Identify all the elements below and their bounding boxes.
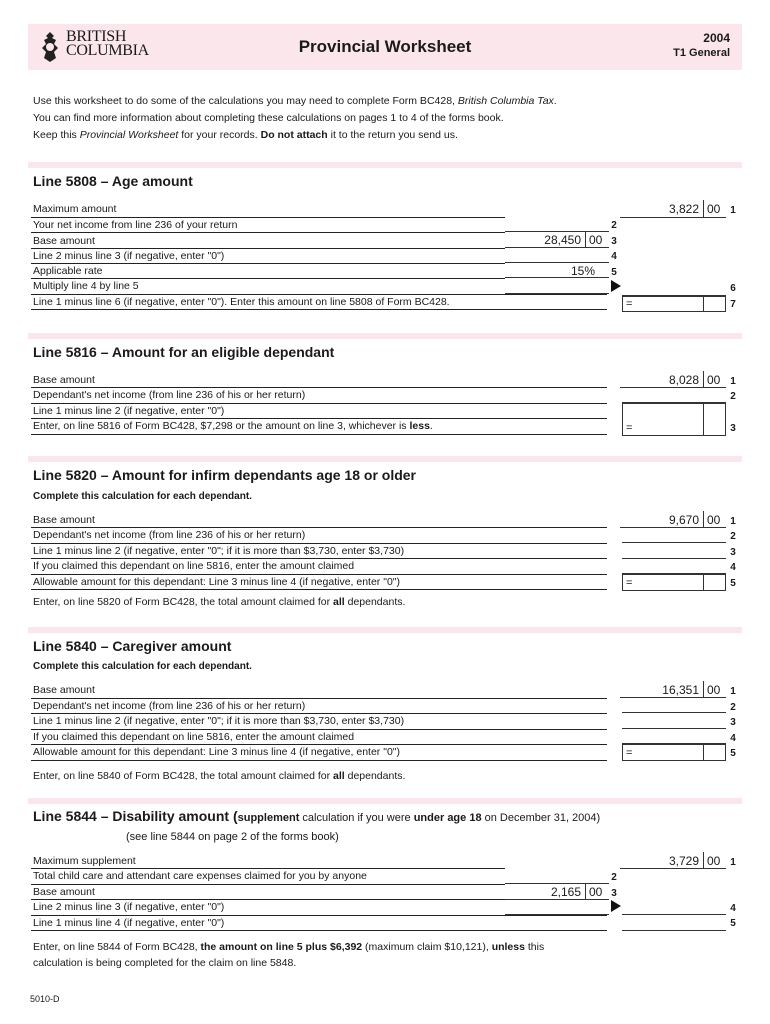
amount-field-5820-5[interactable] (622, 574, 726, 591)
heading-line-5840: Line 5840 – Caregiver amount (33, 638, 232, 654)
divider (31, 729, 607, 730)
divider (31, 527, 607, 528)
cents-divider (703, 681, 704, 698)
cents-divider (585, 884, 586, 900)
row-5820-2: Dependant's net income (from line 236 of his or her return) (33, 529, 306, 541)
line-number: 2 (611, 872, 617, 883)
amount-field-5844-5[interactable] (622, 915, 726, 931)
cents-5820-1: 00 (707, 513, 721, 527)
row-5816-4: Enter, on line 5816 of Form BC428, $7,298 or the amount on line 3, whichever is less. (33, 420, 433, 432)
cents-divider (703, 200, 704, 218)
amount-field-5808-6r[interactable] (622, 280, 726, 296)
divider (31, 294, 607, 295)
line-number: 4 (730, 562, 736, 573)
row-5820-5: Allowable amount for this dependant: Line 3 minus line 4 (if negative, enter "0") (33, 576, 401, 588)
row-5808-4: Line 2 minus line 3 (if negative, enter "0") (33, 250, 225, 262)
subheading-5840: Complete this calculation for each dependant. (33, 661, 252, 672)
line-number: 4 (611, 251, 617, 262)
row-5820-3: Line 1 minus line 2 (if negative, enter "0"; if it is more than $3,730, enter $3,730) (33, 545, 405, 557)
divider (31, 543, 607, 544)
divider (31, 574, 607, 575)
intro-line-1: Use this worksheet to do some of the calculations you may need to complete Form BC428, British Columbia Tax. (33, 95, 557, 107)
divider (31, 930, 607, 931)
arrow-right-icon (611, 900, 621, 912)
divider (31, 418, 607, 419)
divider (31, 915, 607, 916)
line-number: 7 (730, 299, 736, 310)
operator: = (626, 747, 633, 759)
amount-field-5840-4[interactable] (622, 729, 726, 744)
line-number: 1 (730, 686, 736, 697)
cents-5808-1: 00 (707, 202, 721, 216)
amount-field-5808-7[interactable] (622, 296, 726, 312)
amount-field-5820-2[interactable] (622, 528, 726, 543)
line-number: 2 (730, 531, 736, 542)
note-5844-line-2: calculation is being completed for the claim on line 5848. (33, 957, 297, 969)
cents-divider (703, 296, 704, 312)
divider (31, 309, 607, 310)
row-5820-1: Base amount (33, 514, 95, 526)
heading-5844-note: (see line 5844 on page 2 of the forms book) (126, 831, 339, 843)
line-number: 1 (730, 205, 736, 216)
line-number: 2 (730, 391, 736, 402)
line-number: 3 (611, 888, 617, 899)
row-5840-4: If you claimed this dependant on line 5816, enter the amount claimed (33, 731, 355, 743)
amount-field-5816-2[interactable] (622, 388, 726, 403)
intro-line-2: You can find more information about completing these calculations on pages 1 to 4 of the forms book. (33, 112, 504, 124)
row-5808-1: Maximum amount (33, 203, 117, 215)
note-5844-line-1: Enter, on line 5844 of Form BC428, the amount on line 5 plus $6,392 (maximum claim $10,121), unless this (33, 941, 545, 953)
row-5840-5: Allowable amount for this dependant: Line 3 minus line 4 (if negative, enter "0") (33, 746, 401, 758)
line-number: 1 (730, 376, 736, 387)
operator: = (626, 298, 633, 310)
amount-field-5820-3[interactable] (622, 543, 726, 559)
section-band-5816 (28, 333, 742, 339)
divider (31, 760, 607, 761)
cents-divider (585, 232, 586, 248)
amount-field-5844-2[interactable] (505, 868, 609, 884)
bc-logo-text: BRITISH COLUMBIA (66, 28, 149, 59)
cents-divider (703, 511, 704, 528)
page-title: Provincial Worksheet (298, 37, 472, 56)
row-5844-1: Maximum supplement (33, 855, 136, 867)
amount-field-5840-2[interactable] (622, 698, 726, 713)
heading-line-5844: Line 5844 – Disability amount (supplement calculation if you were under age 18 on December 31, 2004) (33, 808, 601, 824)
amount-field-5840-3[interactable] (622, 713, 726, 729)
operator: = (626, 577, 633, 589)
heading-line-5816: Line 5816 – Amount for an eligible dependant (33, 344, 335, 360)
row-5840-3: Line 1 minus line 2 (if negative, enter "0"; if it is more than $3,730, enter $3,730) (33, 715, 405, 727)
row-5844-3: Base amount (33, 886, 95, 898)
line-number: 2 (730, 702, 736, 713)
row-5808-5: Applicable rate (33, 265, 103, 277)
divider (31, 589, 607, 590)
amount-field-5844-4m[interactable] (505, 900, 609, 915)
row-5816-1: Base amount (33, 374, 95, 386)
row-5820-4: If you claimed this dependant on line 5816, enter the amount claimed (33, 560, 355, 572)
divider (31, 403, 607, 404)
amount-field-5808-2[interactable] (505, 217, 609, 232)
row-5840-1: Base amount (33, 684, 95, 696)
amount-5816-1: 8,028 (668, 373, 699, 387)
row-5808-3: Base amount (33, 235, 95, 247)
cents-5808-3: 00 (589, 233, 603, 247)
amount-field-5816-3[interactable] (622, 403, 726, 436)
intro-line-3: Keep this Provincial Worksheet for your records. Do not attach it to the return you send us. (33, 129, 458, 141)
amount-field-5820-4[interactable] (622, 559, 726, 574)
amount-5808-1: 3,822 (668, 202, 699, 216)
section-band-5808 (28, 162, 742, 168)
operator: = (626, 422, 633, 434)
note-5840: Enter, on line 5840 of Form BC428, the total amount claimed for all dependants. (33, 770, 406, 782)
amount-5808-3: 28,450 (544, 233, 581, 247)
amount-5844-1: 3,729 (668, 854, 699, 868)
amount-5844-3: 2,165 (550, 885, 581, 899)
form-name: T1 General (673, 47, 730, 59)
rate-5808-5: 15% (570, 264, 595, 278)
amount-field-5808-6[interactable] (505, 278, 609, 294)
section-band-5840 (28, 627, 742, 633)
line-number: 3 (730, 547, 736, 558)
row-5808-2: Your net income from line 236 of your return (33, 219, 238, 231)
cents-5840-1: 00 (707, 683, 721, 697)
row-5840-2: Dependant's net income (from line 236 of his or her return) (33, 700, 306, 712)
row-5844-2: Total child care and attendant care expenses claimed for you by anyone (33, 870, 367, 882)
cents-divider (703, 403, 704, 436)
subheading-5820: Complete this calculation for each dependant. (33, 491, 252, 502)
line-number: 4 (730, 733, 736, 744)
cents-divider (703, 371, 704, 388)
line-number: 4 (730, 903, 736, 914)
line-number: 3 (730, 423, 736, 434)
amount-field-5808-4[interactable] (505, 248, 609, 263)
section-band-5844 (28, 798, 742, 804)
row-5816-2: Dependant's net income (from line 236 of his or her return) (33, 389, 306, 401)
line-number: 5 (730, 748, 736, 759)
line-number: 6 (730, 283, 736, 294)
line-number: 3 (611, 236, 617, 247)
row-5844-5: Line 1 minus line 4 (if negative, enter "0") (33, 917, 225, 929)
tax-year: 2004 (703, 31, 730, 45)
row-5808-6: Multiply line 4 by line 5 (33, 280, 139, 292)
cents-5816-1: 00 (707, 373, 721, 387)
arrow-right-icon (611, 280, 621, 292)
divider (31, 698, 607, 699)
line-number: 1 (730, 516, 736, 527)
line-number: 1 (730, 857, 736, 868)
heading-line-5820: Line 5820 – Amount for infirm dependants age 18 or older (33, 467, 417, 483)
amount-5840-1: 16,351 (662, 683, 699, 697)
cents-5844-3: 00 (589, 885, 603, 899)
line-number: 5 (730, 918, 736, 929)
cents-divider (703, 852, 704, 869)
note-5820: Enter, on line 5820 of Form BC428, the total amount claimed for all dependants. (33, 596, 406, 608)
amount-field-5844-4[interactable] (622, 900, 726, 915)
amount-5820-1: 9,670 (668, 513, 699, 527)
form-code: 5010-D (30, 994, 60, 1004)
row-5844-4: Line 2 minus line 3 (if negative, enter "0") (33, 901, 225, 913)
cents-divider (703, 574, 704, 591)
divider (31, 558, 607, 559)
divider (31, 434, 607, 435)
row-5816-3: Line 1 minus line 2 (if negative, enter "0") (33, 405, 225, 417)
divider (31, 744, 607, 745)
amount-field-5840-5[interactable] (622, 744, 726, 761)
cents-divider (703, 744, 704, 761)
cents-5844-1: 00 (707, 854, 721, 868)
line-number: 5 (730, 578, 736, 589)
line-number: 3 (730, 717, 736, 728)
line-number: 2 (611, 220, 617, 231)
divider (31, 713, 607, 714)
line-number: 5 (611, 267, 617, 278)
row-5808-7: Line 1 minus line 6 (if negative, enter "0"). Enter this amount on line 5808 of Form BC428. (33, 296, 450, 308)
heading-line-5808: Line 5808 – Age amount (33, 173, 193, 189)
section-band-5820 (28, 456, 742, 462)
divider (31, 387, 607, 388)
